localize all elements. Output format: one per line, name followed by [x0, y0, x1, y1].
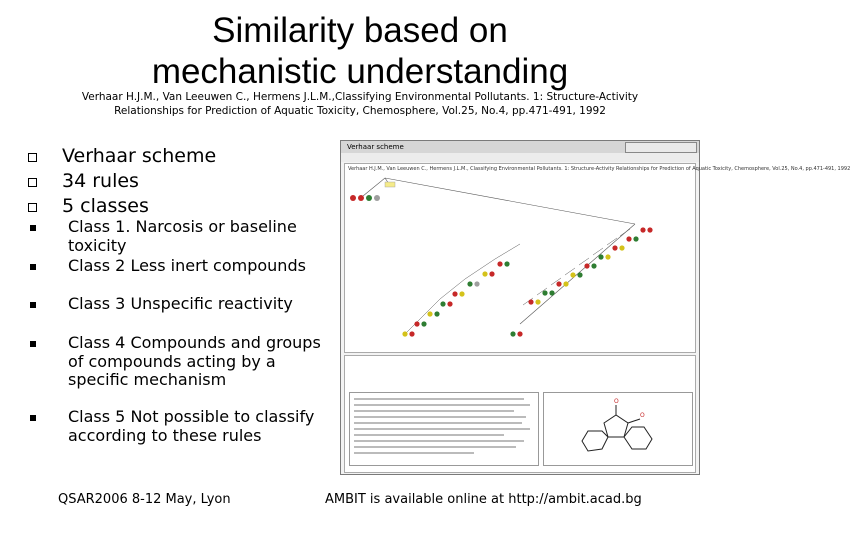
citation [40, 90, 680, 118]
filled-square-bullet-icon [30, 415, 36, 421]
bullet-text: Verhaar scheme [62, 145, 217, 167]
sub-bullet-text: Class 4 Compounds and groups of compounds acting by a specific mechanism [68, 333, 321, 389]
main-bullet-list [28, 144, 348, 219]
sub-bullet-text: Class 2 Less inert compounds [68, 256, 306, 275]
svg-text:O: O [614, 398, 619, 405]
bullet-text: 34 rules [62, 170, 139, 192]
bullet-item-rules [28, 169, 348, 194]
decision-tree-panel [344, 163, 850, 353]
slide-title-line-2: mechanistic understanding [151, 52, 569, 91]
sub-bullet-text: Class 5 Not possible to classify according to these rules [68, 407, 315, 445]
sub-bullet-class-4 [68, 334, 328, 390]
footer-ambit-link: AMBIT is available online at http://ambit.acad.bg [325, 492, 642, 507]
tree-path-text: Verhaar H.J.M., Van Leeuwen C., Hermens J.L.M., Classifying Environmental Pollutants. 1: Structure-Activity Relationships for Prediction of Aquatic Toxicity, Chemosphere, Vol.25, No.4, pp.471-491, 1992 [348, 166, 850, 172]
molecule-structure-box [543, 392, 693, 466]
bullet-item-verhaar-scheme [28, 144, 348, 169]
rule-description-box [349, 392, 539, 466]
svg-text:O: O [640, 412, 645, 419]
hollow-square-bullet-icon [28, 153, 37, 162]
molecule-structure-icon [544, 393, 690, 463]
hollow-square-bullet-icon [28, 178, 37, 187]
window-title: Verhaar scheme [347, 143, 404, 151]
filled-square-bullet-icon [30, 341, 36, 347]
filled-square-bullet-icon [30, 225, 36, 231]
filled-square-bullet-icon [30, 302, 36, 308]
sub-bullet-text: Class 3 Unspecific reactivity [68, 294, 293, 313]
slide-title-line-1: Similarity based on [212, 11, 508, 50]
hollow-square-bullet-icon [28, 203, 37, 212]
sub-bullet-text: Class 1. Narcosis or baseline toxicity [68, 217, 297, 255]
sub-bullet-class-2 [68, 257, 328, 276]
sub-bullet-class-5 [68, 408, 328, 445]
sub-bullet-class-3 [68, 295, 328, 314]
verhaar-scheme-screenshot [340, 140, 850, 475]
sub-bullet-class-1 [68, 218, 328, 255]
footer-conference: QSAR2006 8-12 May, Lyon [58, 492, 231, 507]
filled-square-bullet-icon [30, 264, 36, 270]
window-menu-bar [341, 153, 699, 162]
slide-title [0, 10, 720, 92]
description-text-lines [350, 393, 536, 463]
citation-line-2: Relationships for Prediction of Aquatic Toxicity, Chemosphere, Vol.25, No.4, pp.471-491, 1992 [114, 105, 606, 117]
bullet-text: 5 classes [62, 195, 149, 217]
decision-tree-diagram [345, 174, 695, 352]
rule-info-panel [344, 355, 696, 473]
bullet-item-classes [28, 194, 348, 219]
status-bar [349, 466, 691, 472]
window-controls [625, 142, 697, 153]
citation-line-1: Verhaar H.J.M., Van Leeuwen C., Hermens J.L.M.,Classifying Environmental Pollutants. 1: Structure-Activity [81, 91, 639, 103]
